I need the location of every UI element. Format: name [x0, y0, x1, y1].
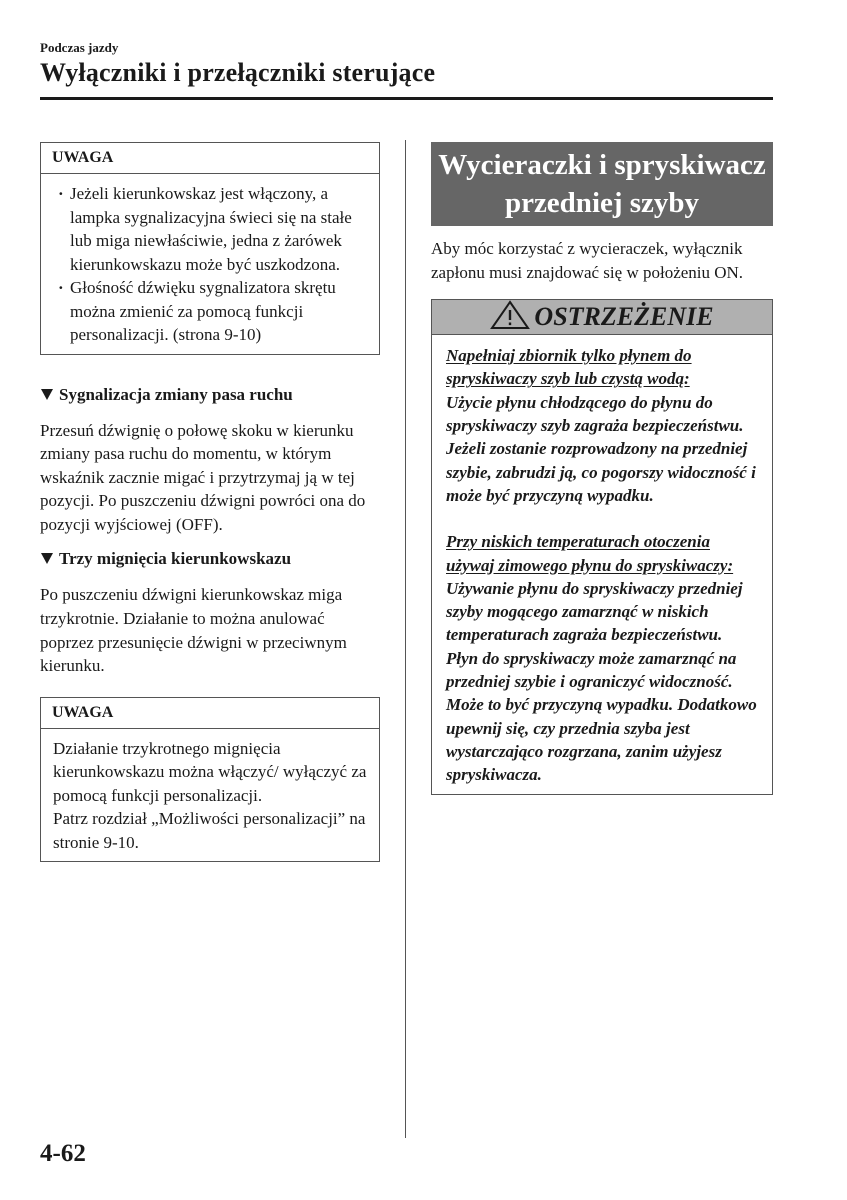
warning-title: OSTRZEŻENIE: [534, 302, 714, 332]
note-text: Działanie trzykrotnego mignięcia kierunkowskazu można włączyć/ wyłączyć za pomocą funkcji personalizacji.: [53, 738, 367, 805]
left-column: [40, 142, 380, 862]
title-rule: [40, 97, 773, 100]
note-heading: UWAGA: [41, 698, 379, 729]
section-label: Podczas jazdy: [40, 40, 119, 55]
note-box-three-flash: [40, 697, 380, 863]
note-bullet: · Jeżeli kierunkowskaz jest włączony, a lampka sygnalizacyjna świeci się na stałe lub miga niewłaściwie, jedna z żarówek kierunkowskazu może być uszkodzona.: [53, 182, 367, 276]
right-column: [431, 142, 773, 795]
paragraph-wipers-intro: Aby móc korzystać z wycieraczek, wyłącznik zapłonu musi znajdować się w położeniu ON.: [431, 239, 744, 282]
note-body: [41, 174, 379, 354]
warning-text: Używanie płynu do spryskiwaczy przedniej szyby mogącego zamarznąć w niskich temperaturach zagraża bezpieczeństwu. Płyn do spryskiwaczy może zamarznąć na przedniej szybie i ograniczyć widoczność. Może to być przyczyną wypadku. Dodatkowo upewnij się, czy przednia szyba jest wystarczająco rozgrzana, zanim użyjesz spryskiwacza.: [446, 578, 757, 785]
warning-box: [431, 299, 773, 794]
note-heading: UWAGA: [41, 143, 379, 174]
warning-body: [432, 335, 772, 793]
subsection-heading-lane-change: [40, 383, 380, 407]
page-title: Wyłączniki i przełączniki sterujące: [40, 58, 436, 87]
paragraph-three-flash: Po puszczeniu dźwigni kierunkowskaz miga trzykrotnie. Działanie to można anulować poprzez przesunięcie dźwigni w przeciwnym kierunku.: [40, 585, 347, 676]
page-number: 4-62: [40, 1140, 86, 1167]
warning-lead: Napełniaj zbiornik tylko płynem do spryskiwaczy szyb lub czystą wodą:: [446, 346, 692, 389]
paragraph-lane-change: Przesuń dźwignię o połowę skoku w kierunku zmiany pasa ruchu do momentu, w którym wskaźnik zacznie migać i przytrzymaj ją w tej pozycji. Po puszczeniu dźwigni powróci ona do pozycji wyjściowej (OFF).: [40, 420, 366, 534]
triangle-bullet-icon: [41, 553, 53, 564]
warning-lead: Przy niskich temperaturach otoczenia używaj zimowego płynu do spryskiwaczy:: [446, 532, 734, 575]
subsection-heading-text: Sygnalizacja zmiany pasa ruchu: [59, 384, 293, 404]
subsection-heading-text: Trzy mignięcia kierunkowskazu: [59, 549, 292, 569]
triangle-bullet-icon: [41, 389, 53, 400]
note-text: Patrz rozdział „Możliwości personalizacji” na stronie 9-10.: [53, 809, 366, 852]
warning-text: Użycie płynu chłodzącego do płynu do spryskiwaczy szyb zagraża bezpieczeństwu. Jeżeli zostanie rozprowadzony na przedniej szybie, zabrudzi ją, co pogorszy widoczność i może być przyczyną wypadku.: [446, 392, 756, 505]
warning-triangle-icon: [490, 300, 530, 335]
note-box-indicator: [40, 142, 380, 355]
subsection-heading-three-flash: [40, 547, 380, 571]
column-divider: [405, 140, 406, 1138]
warning-header: [432, 300, 772, 335]
note-bullet: · Głośność dźwięku sygnalizatora skrętu można zmienić za pomocą funkcji personalizacji. (strona 9-10): [53, 276, 367, 347]
note-body: [41, 729, 379, 862]
section-heading-wipers: Wycieraczki i spryskiwacz przedniej szyby: [431, 142, 773, 226]
